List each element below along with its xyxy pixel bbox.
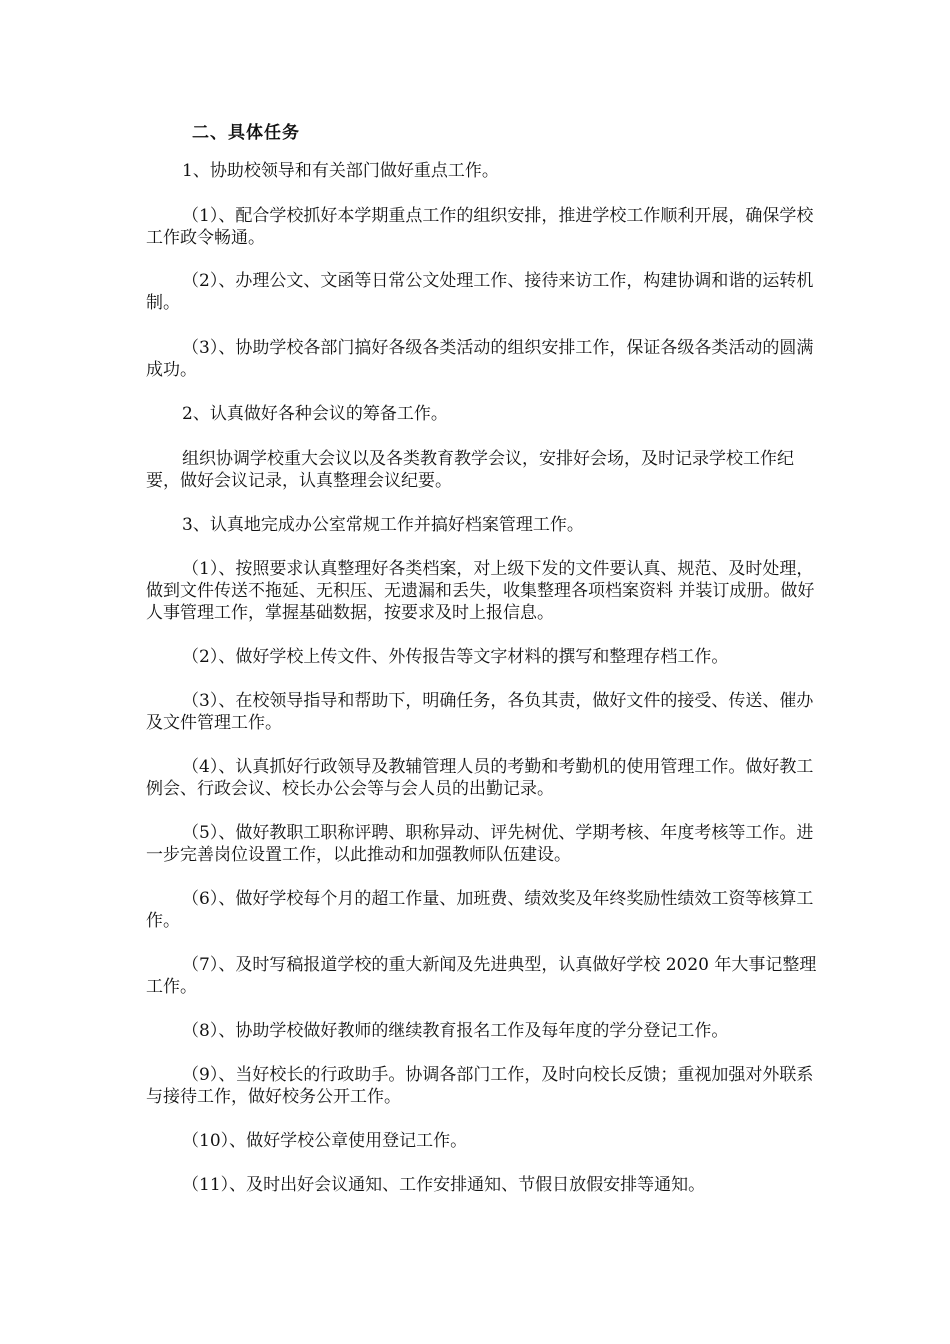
section-heading: 二、具体任务 — [192, 123, 300, 143]
paragraph: （6）、做好学校每个月的超工作量、加班费、绩效奖及年终奖励性绩效工资等核算工作。 — [146, 889, 814, 931]
paragraph: （9）、当好校长的行政助手。协调各部门工作，及时向校长反馈；重视加强对外联系与接待工作，做好校务公开工作。 — [146, 1065, 814, 1107]
paragraph: （1）、按照要求认真整理好各类档案，对上级下发的文件要认真、规范、及时处理，做到文件传送不拖延、无积压、无遗漏和丢失，收集整理各项档案资料 并装订成册。做好人事管理工作，掌握基础数据，按要求及时上报信息。 — [146, 559, 815, 623]
paragraph: 组织协调学校重大会议以及各类教育教学会议，安排好会场，及时记录学校工作纪要，做好会议记录，认真整理会议纪要。 — [146, 449, 794, 491]
paragraph: 1、协助校领导和有关部门做好重点工作。 — [182, 161, 499, 181]
paragraph: （8）、协助学校做好教师的继续教育报名工作及每年度的学分登记工作。 — [182, 1021, 729, 1041]
paragraph: 3、认真地完成办公室常规工作并搞好档案管理工作。 — [182, 515, 584, 535]
paragraph: （5）、做好教职工职称评聘、职称异动、评先树优、学期考核、年度考核等工作。进一步完善岗位设置工作，以此推动和加强教师队伍建设。 — [146, 823, 814, 865]
paragraph: （7）、及时写稿报道学校的重大新闻及先进典型，认真做好学校 2020 年大事记整理工作。 — [146, 955, 817, 997]
paragraph: （10）、做好学校公章使用登记工作。 — [182, 1131, 468, 1151]
paragraph: （1）、配合学校抓好本学期重点工作的组织安排，推进学校工作顺利开展，确保学校工作政令畅通。 — [146, 206, 814, 248]
paragraph: （4）、认真抓好行政领导及教辅管理人员的考勤和考勤机的使用管理工作。做好教工例会、行政会议、校长办公会等与会人员的出勤记录。 — [146, 757, 814, 799]
paragraph: 2、认真做好各种会议的筹备工作。 — [182, 404, 448, 424]
paragraph: （2）、做好学校上传文件、外传报告等文字材料的撰写和整理存档工作。 — [182, 647, 729, 667]
paragraph: （11）、及时出好会议通知、工作安排通知、节假日放假安排等通知。 — [182, 1175, 706, 1195]
paragraph: （2）、办理公文、文函等日常公文处理工作、接待来访工作，构建协调和谐的运转机制。 — [146, 271, 814, 313]
paragraph: （3）、在校领导指导和帮助下，明确任务，各负其责，做好文件的接受、传送、催办及文件管理工作。 — [146, 691, 814, 733]
paragraph: （3）、协助学校各部门搞好各级各类活动的组织安排工作，保证各级各类活动的圆满成功。 — [146, 338, 814, 380]
